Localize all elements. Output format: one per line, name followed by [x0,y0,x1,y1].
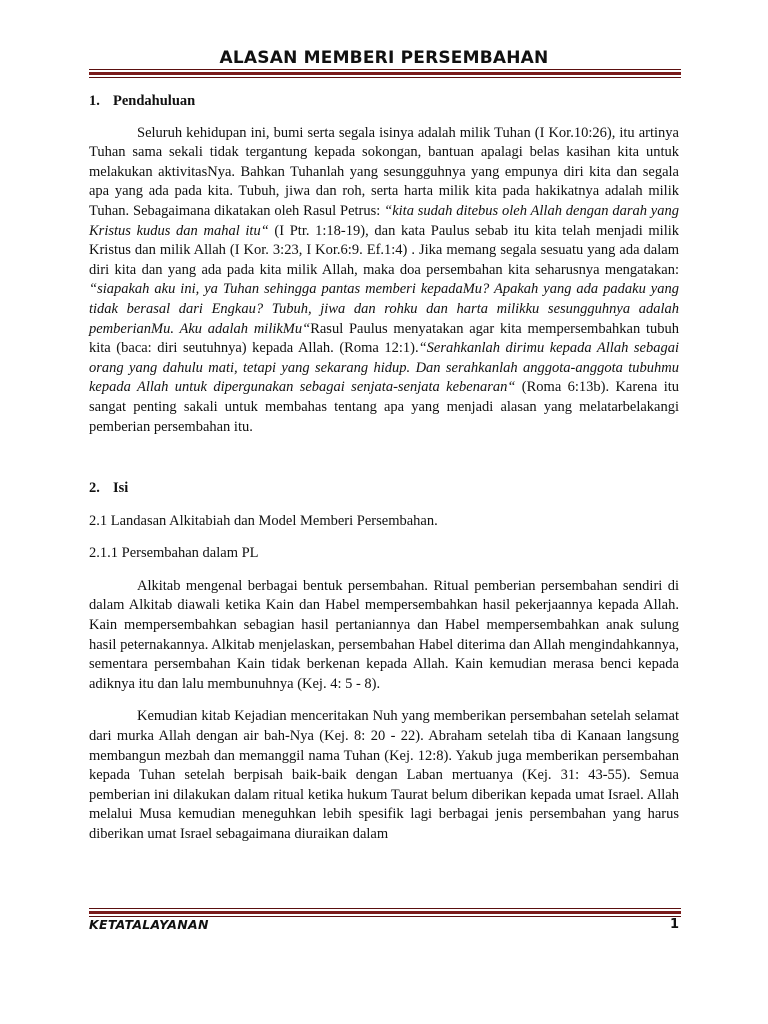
section-2-heading [89,479,679,499]
quote-prayer: “siapakah aku ini, ya Tuhan sehingga pantas memberi kepadaMu? Apakah yang ada padaku yang tidak berasal dari Engkau? Tubuh, jiwa dan rohku dan harta milikku sesungguhnya adalah pemberianMu. Aku adalah milikMu“ [89,281,679,337]
footer-rule [89,908,681,917]
document-body [89,92,679,845]
section-2-number: 2. [89,480,100,497]
section-2-paragraph-2: Kemudian kitab Kejadian menceritakan Nuh yang memberikan persembahan setelah selamat dari murka Allah dengan air bah-Nya (Kej. 8: 20 - 22). Abraham setelah tiba di Kanaan langsung membangun mezbah dan memanggil nama Tuhan (Kej. 12:8). Yakub juga memberikan persembahan kepada Tuhan setelah berpisah baik-baik dengan Laban mertuanya (Kej. 31: 43-55). Semua pemberian ini dilakukan dalam ritual ketika hukum Taurat belum diberikan kepada umat Israel. Allah melalui Musa kemudian meneguhkan lebih spesifik lagi berbagai jenis persembahan yang harus diberikan umat Israel sebagaimana diuraikan dalam [89,708,679,842]
section-1-paragraph: Seluruh kehidupan ini, bumi serta segala isinya adalah milik Tuhan (I Kor.10:26), itu artinya Tuhan sama sekali tidak tergantung kepada sokongan, bantuan apalagi belas kasihan kita untuk melakukan aktivitasNya. Bahkan Tuhanlah yang sesungguhnya yang empunya diri kita dan segala apa yang ada pada kita. Tubuh, jiwa dan roh, serta harta milik kita pada hakikatnya adalah milik Tuhan. Sebagaimana dikatakan oleh Rasul Petrus: “kita sudah ditebus oleh Allah dengan darah yang Kristus kudus dan mahal itu“ (I Ptr. 1:18-19), dan kata Paulus sebab itu kita telah menjadi milik Kristus dan milik Allah (I Kor. 3:23, I Kor.6:9. Ef.1:4) . Jika memang segala sesuatu yang ada dalam diri kita dan yang ada pada kita milik Allah, maka doa persembahan kita seharusnya mengatakan: “siapakah aku ini, ya Tuhan sehingga pantas memberi kepadaMu? Apakah yang ada padaku yang tidak berasal dari Engkau? Tubuh, jiwa dan rohku dan harta milikku sesungguhnya adalah pemberianMu. Aku adalah milikMu“Rasul Paulus menyatakan agar kita mempersembahkan tubuh kita (baca: diri seutuhnya) kepada Allah. (Roma 12:1).“Serahkanlah dirimu kepada Allah sebagai orang yang dahulu mati, tetapi yang sekarang hidup. Dan serahkanlah anggota-anggota tubuhmu kepada Allah untuk dipergunakan sebagai senjata-senjata kebenaran“ (Roma 6:13b). Karena itu sangat penting sakali untuk membahas tentang apa yang menjadi alasan yang melatarbelakangi pemberian persembahan itu. [89,124,679,435]
section-1-number: 1. [89,93,100,109]
header-rule [89,69,681,78]
footer-label: KETATALAYANAN [89,917,209,932]
subsection-2-1-1: 2.1.1 Persembahan dalam PL [89,545,259,562]
section-1-heading [89,92,679,112]
section-1-title: Pendahuluan [113,93,196,109]
page-number: 1 [669,917,679,932]
section-2-title: Isi [113,480,129,497]
subsection-2-1: 2.1 Landasan Alkitabiah dan Model Memberi Persembahan. [89,512,438,529]
quote-roma: “Serahkanlah dirimu kepada Allah sebagai orang yang dahulu mati, tetapi yang sekarang hidup. Dan serahkanlah anggota-anggota tubuhmu kepada Allah untuk dipergunakan sebagai senjata-senjata kebenaran“ [89,340,679,396]
section-2-paragraph-1: Alkitab mengenal berbagai bentuk persembahan. Ritual pemberian persembahan sendiri di dalam Alkitab diawali ketika Kain dan Habel mempersembahkan hasil pekerjaannya kepada Allah. Kain mempersembahkan sebagian hasil pertaniannya dan Habel mempersembahkan anak sulung hasil peternakannya. Alkitab menjelaskan, persembahan Habel diterima dan Allah mengindahkannya, sementara persembahan Kain tidak berkenan kepada Allah. Kain kemudian merasa benci kepada adiknya itu dan lalu membunuhnya (Kej. 4: 5 - 8). [89,577,679,692]
document-title: ALASAN MEMBERI PERSEMBAHAN [219,48,549,68]
quote-petrus: “kita sudah ditebus oleh Allah dengan darah yang Kristus kudus dan mahal itu“ [89,202,679,239]
